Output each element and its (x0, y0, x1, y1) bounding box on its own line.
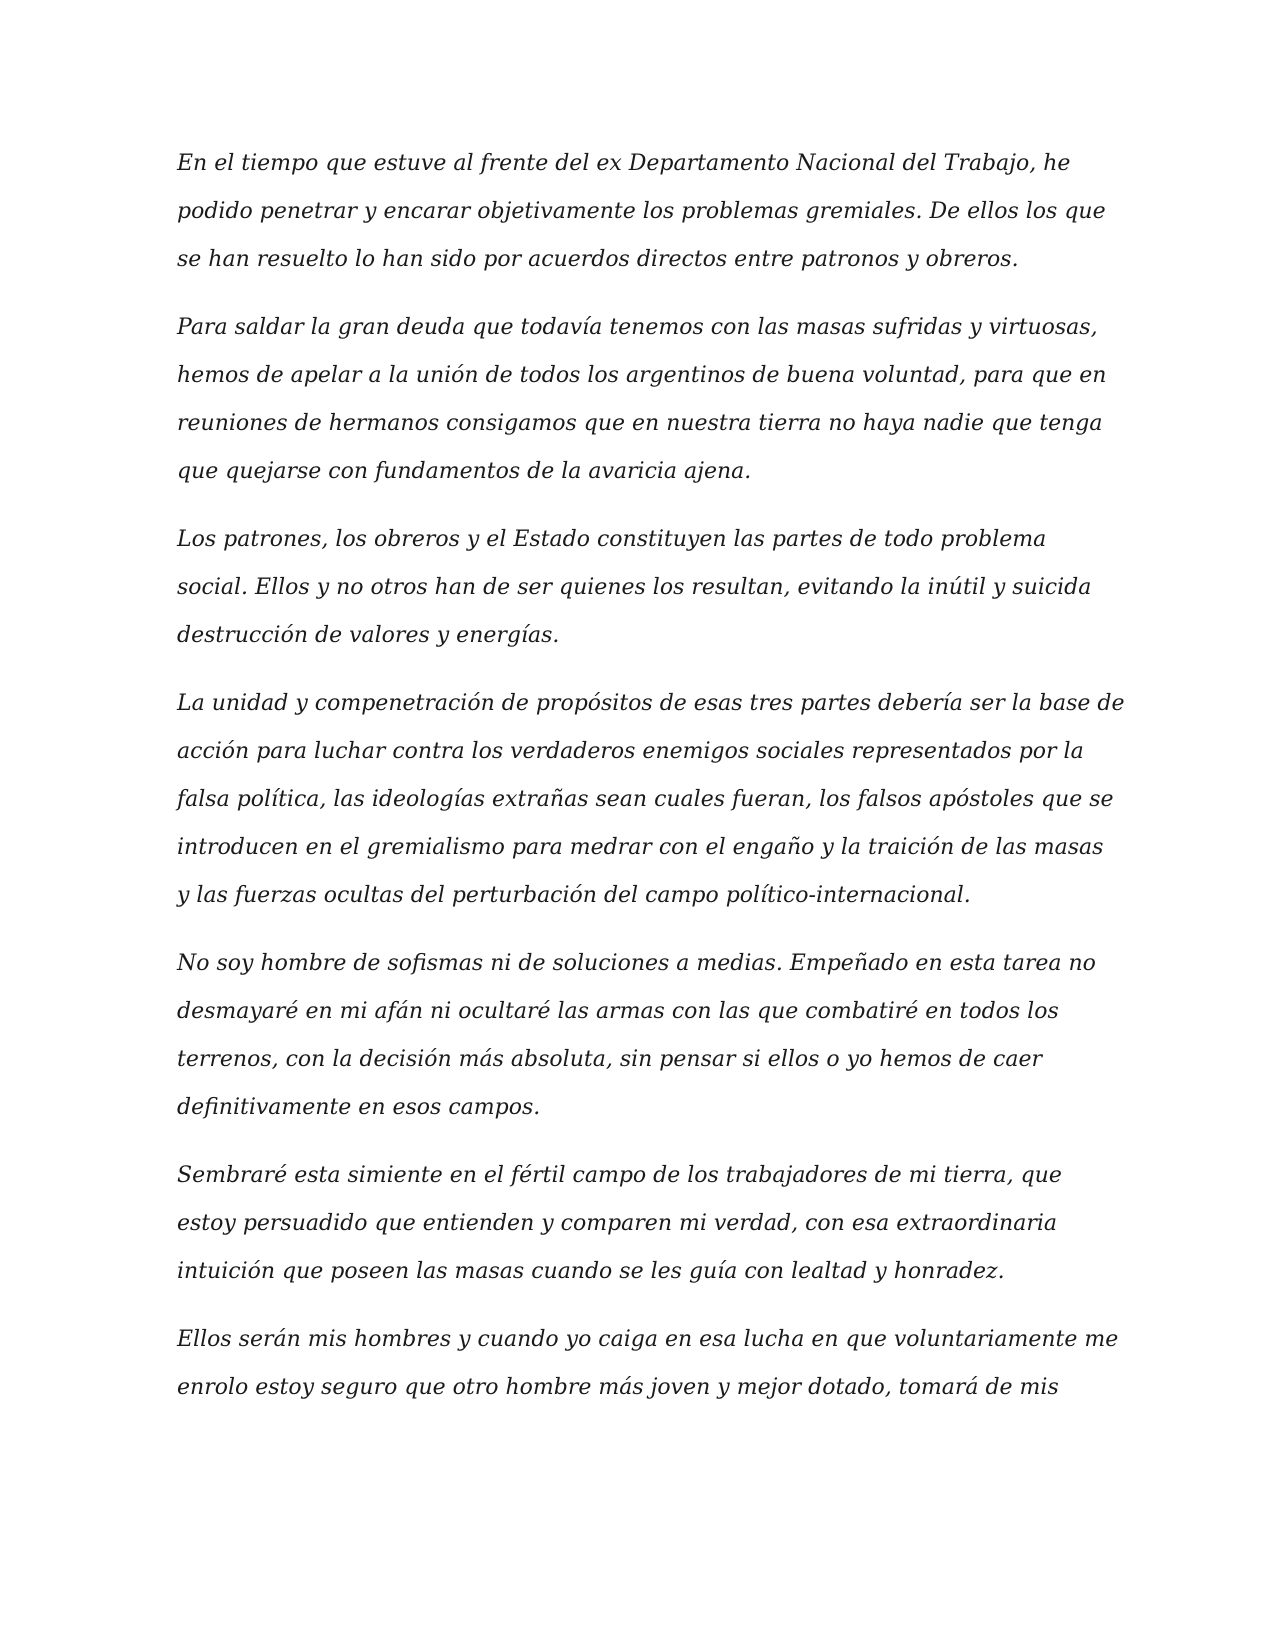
paragraph-line: No soy hombre de sofismas ni de soluciones a medias. Empeñado en esta tarea no (177, 951, 1096, 976)
paragraph-5 (177, 940, 1107, 1132)
paragraph-line: introducen en el gremialismo para medrar con el engaño y la traición de las masas (177, 835, 1104, 860)
paragraph-line: acción para luchar contra los verdaderos enemigos sociales representados por la (177, 739, 1084, 764)
paragraph-line: intuición que poseen las masas cuando se les guía con lealtad y honradez. (177, 1259, 1005, 1284)
paragraph-line: destrucción de valores y energías. (177, 623, 560, 648)
paragraph-line: y las fuerzas ocultas del perturbación del campo político-internacional. (177, 883, 971, 908)
paragraph-1 (177, 140, 1107, 284)
paragraph-4 (177, 680, 1125, 920)
paragraph-line: La unidad y compenetración de propósitos de esas tres partes debería ser la base de (177, 691, 1125, 716)
paragraph-line: reuniones de hermanos consigamos que en nuestra tierra no haya nadie que tenga (177, 411, 1103, 436)
paragraph-line: se han resuelto lo han sido por acuerdos directos entre patronos y obreros. (177, 247, 1019, 272)
paragraph-2 (177, 304, 1107, 496)
paragraph-line: estoy persuadido que entienden y comparen mi verdad, con esa extraordinaria (177, 1211, 1057, 1236)
paragraph-line: Ellos serán mis hombres y cuando yo caiga en esa lucha en que voluntariamente me (177, 1327, 1119, 1352)
paragraph-line: hemos de apelar a la unión de todos los argentinos de buena voluntad, para que en (177, 363, 1107, 388)
paragraph-line: que quejarse con fundamentos de la avaricia ajena. (177, 459, 752, 484)
paragraph-line: En el tiempo que estuve al frente del ex Departamento Nacional del Trabajo, he (177, 151, 1071, 176)
paragraph-6 (177, 1152, 1107, 1296)
paragraph-line: social. Ellos y no otros han de ser quienes los resultan, evitando la inútil y suicida (177, 575, 1092, 600)
document-body (177, 140, 1125, 1432)
paragraph-line: enrolo estoy seguro que otro hombre más joven y mejor dotado, tomará de mis (177, 1375, 1059, 1400)
paragraph-line: Los patrones, los obreros y el Estado constituyen las partes de todo problema (177, 527, 1047, 552)
paragraph-line: definitivamente en esos campos. (177, 1095, 541, 1120)
paragraph-7 (177, 1316, 1119, 1412)
paragraph-line: terrenos, con la decisión más absoluta, sin pensar si ellos o yo hemos de caer (177, 1047, 1042, 1072)
paragraph-line: Para saldar la gran deuda que todavía tenemos con las masas sufridas y virtuosas, (177, 315, 1098, 340)
paragraph-line: falsa política, las ideologías extrañas sean cuales fueran, los falsos apóstoles que se (177, 787, 1114, 812)
paragraph-3 (177, 516, 1107, 660)
paragraph-line: desmayaré en mi afán ni ocultaré las armas con las que combatiré en todos los (177, 999, 1059, 1024)
paragraph-line: Sembraré esta simiente en el fértil campo de los trabajadores de mi tierra, que (177, 1163, 1062, 1188)
paragraph-line: podido penetrar y encarar objetivamente los problemas gremiales. De ellos los que (177, 199, 1106, 224)
